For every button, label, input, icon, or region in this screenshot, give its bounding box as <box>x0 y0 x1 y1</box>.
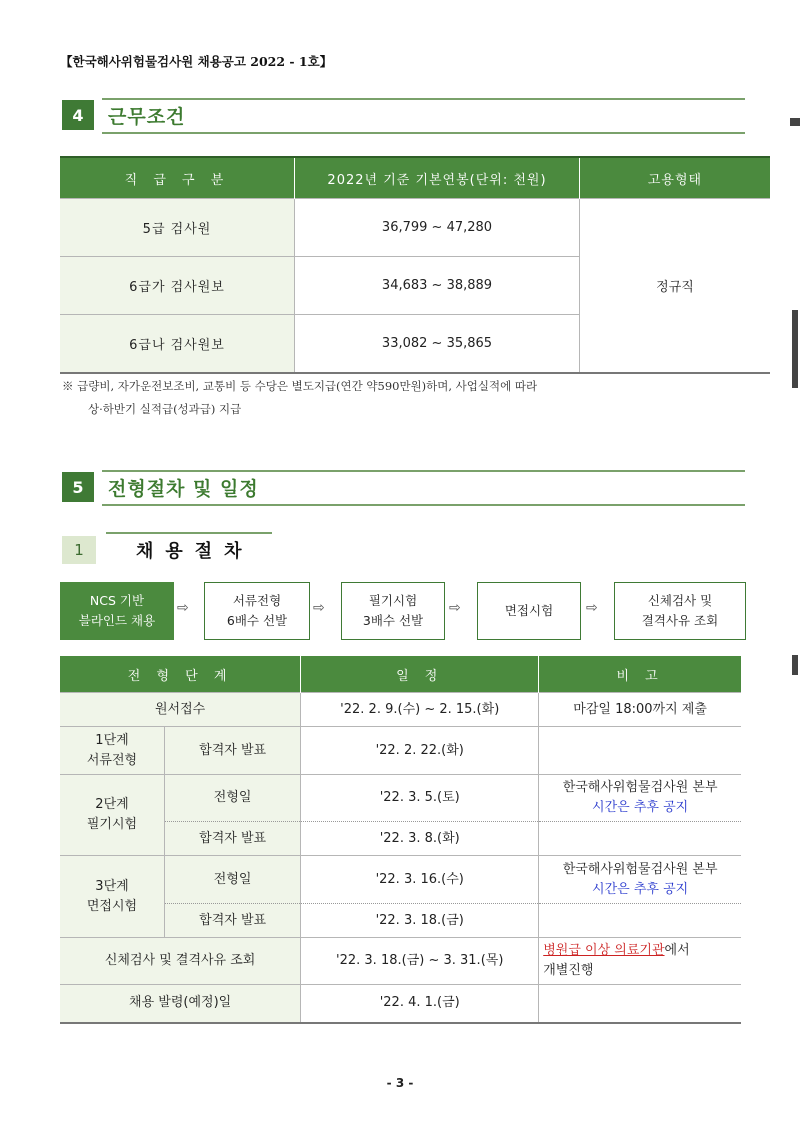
col-header-grade: 직 급 구 분 <box>60 157 295 199</box>
stage-label <box>60 856 165 938</box>
memo-cell <box>539 985 741 1023</box>
substage-label: 합격자 발표 <box>165 822 301 856</box>
memo-text: 에서 <box>664 943 690 958</box>
section-rule <box>102 132 745 134</box>
stage-label: 신체검사 및 결격사유 조회 <box>60 938 301 985</box>
date-cell: '22. 3. 16.(수) <box>301 856 539 904</box>
grade-cell: 6급나 검사원보 <box>60 315 295 374</box>
salary-header-row <box>60 157 770 199</box>
employment-type-cell: 정규직 <box>580 199 771 374</box>
memo-highlight-red: 병원급 이상 의료기관 <box>543 943 665 958</box>
substage-label: 합격자 발표 <box>165 727 301 775</box>
recruitment-flow <box>60 582 750 642</box>
col-header-type: 고용형태 <box>580 157 771 199</box>
grade-cell: 5급 검사원 <box>60 199 295 257</box>
subsection-rule <box>106 532 272 534</box>
memo-line: 한국해사위험물검사원 본부 <box>562 780 718 795</box>
arrow-right-icon: ⇨ <box>586 600 598 616</box>
date-cell: '22. 4. 1.(금) <box>301 985 539 1023</box>
arrow-right-icon: ⇨ <box>313 600 325 616</box>
flow-step-line: NCS 기반 <box>89 593 145 608</box>
flow-step-line: 서류전형 <box>232 593 282 608</box>
salary-range-cell: 34,683 ~ 38,889 <box>295 257 580 315</box>
memo-line: 한국해사위험물검사원 본부 <box>562 861 718 877</box>
stage-label-line: 2단계 <box>95 797 129 812</box>
table-row <box>60 693 741 727</box>
schedule-table <box>60 656 741 1024</box>
memo-cell <box>539 938 741 985</box>
subsection-number: 1 <box>62 536 96 564</box>
col-header-salary: 2022년 기준 기본연봉(단위: 천원) <box>295 157 580 199</box>
memo-cell <box>539 904 741 938</box>
table-row <box>60 938 741 985</box>
allowance-note <box>62 375 742 421</box>
edge-mark <box>790 118 800 126</box>
substage-label: 합격자 발표 <box>165 904 301 938</box>
substage-label: 전형일 <box>165 775 301 822</box>
flow-step-line: 신체검사 및 <box>647 593 713 608</box>
stage-label: 원서접수 <box>60 693 301 727</box>
flow-step-line: 6배수 선발 <box>226 613 288 628</box>
flow-step-line: 3배수 선발 <box>362 613 424 628</box>
table-row <box>60 727 741 775</box>
stage-label-line: 1단계 <box>95 732 129 748</box>
flow-step-line: 면접시험 <box>504 603 554 618</box>
grade-cell: 6급가 검사원보 <box>60 257 295 315</box>
date-cell: '22. 2. 22.(화) <box>301 727 539 775</box>
flow-step-line: 결격사유 조회 <box>641 613 719 628</box>
flow-step-line: 필기시험 <box>368 593 418 608</box>
memo-cell <box>539 727 741 775</box>
memo-cell <box>539 856 741 904</box>
flow-step-medical <box>614 582 746 640</box>
col-header-stage: 전 형 단 계 <box>60 656 301 693</box>
section-rule <box>102 470 745 472</box>
substage-label: 전형일 <box>165 856 301 904</box>
date-cell: '22. 2. 9.(수) ~ 2. 15.(화) <box>301 693 539 727</box>
stage-label-line: 면접시험 <box>86 898 138 914</box>
edge-mark <box>792 310 798 388</box>
arrow-right-icon: ⇨ <box>177 600 189 616</box>
section-4-heading <box>62 98 745 134</box>
flow-step-interview <box>477 582 581 640</box>
date-cell: '22. 3. 18.(금) ~ 3. 31.(목) <box>301 938 539 985</box>
stage-label <box>60 775 165 856</box>
schedule-header-row <box>60 656 741 693</box>
flow-step-ncs <box>60 582 174 640</box>
section-number: 5 <box>62 472 94 502</box>
stage-label-line: 서류전형 <box>86 752 138 768</box>
section-rule <box>102 98 745 100</box>
stage-label-line: 3단계 <box>95 878 129 894</box>
table-row <box>60 775 741 822</box>
page-number: - 3 - <box>386 1076 414 1090</box>
table-row <box>60 985 741 1023</box>
flow-step-document <box>204 582 310 640</box>
col-header-date: 일 정 <box>301 656 539 693</box>
arrow-right-icon: ⇨ <box>449 600 461 616</box>
table-row <box>60 856 741 904</box>
memo-line-highlight: 시간은 추후 공지 <box>592 881 689 897</box>
salary-table <box>60 156 770 374</box>
flow-step-line: 블라인드 채용 <box>78 613 156 628</box>
date-cell: '22. 3. 18.(금) <box>301 904 539 938</box>
subsection-title: 채용절차 <box>136 541 254 562</box>
section-title: 근무조건 <box>108 106 186 128</box>
date-cell: '22. 3. 8.(화) <box>301 822 539 856</box>
section-number: 4 <box>62 100 94 130</box>
stage-label <box>60 727 165 775</box>
col-header-memo: 비 고 <box>539 656 741 693</box>
section-title: 전형절차 및 일정 <box>108 478 259 500</box>
salary-range-cell: 33,082 ~ 35,865 <box>295 315 580 374</box>
salary-range-cell: 36,799 ~ 47,280 <box>295 199 580 257</box>
note-line-1: ※ 급량비, 자가운전보조비, 교통비 등 수당은 별도지급(연간 약590만원)하며, 사업실적에 따라 <box>62 379 538 393</box>
memo-cell <box>539 822 741 856</box>
stage-label: 채용 발령(예정)일 <box>60 985 301 1023</box>
flow-step-written <box>341 582 445 640</box>
memo-cell: 마감일 18:00까지 제출 <box>539 693 741 727</box>
section-5-heading <box>62 470 745 506</box>
document-header: 【한국해사위험물검사원 채용공고 2022 - 1호】 <box>60 54 333 69</box>
stage-label-line: 필기시험 <box>86 817 138 832</box>
memo-cell <box>539 775 741 822</box>
subsection-heading <box>62 532 272 568</box>
memo-line: 개별진행 <box>543 963 594 978</box>
memo-line-highlight: 시간은 추후 공지 <box>592 800 689 815</box>
note-line-2: 상·하반기 실적급(성과급) 지급 <box>88 402 242 416</box>
table-row <box>60 199 770 257</box>
date-cell: '22. 3. 5.(토) <box>301 775 539 822</box>
section-rule <box>102 504 745 506</box>
edge-mark <box>792 655 798 675</box>
